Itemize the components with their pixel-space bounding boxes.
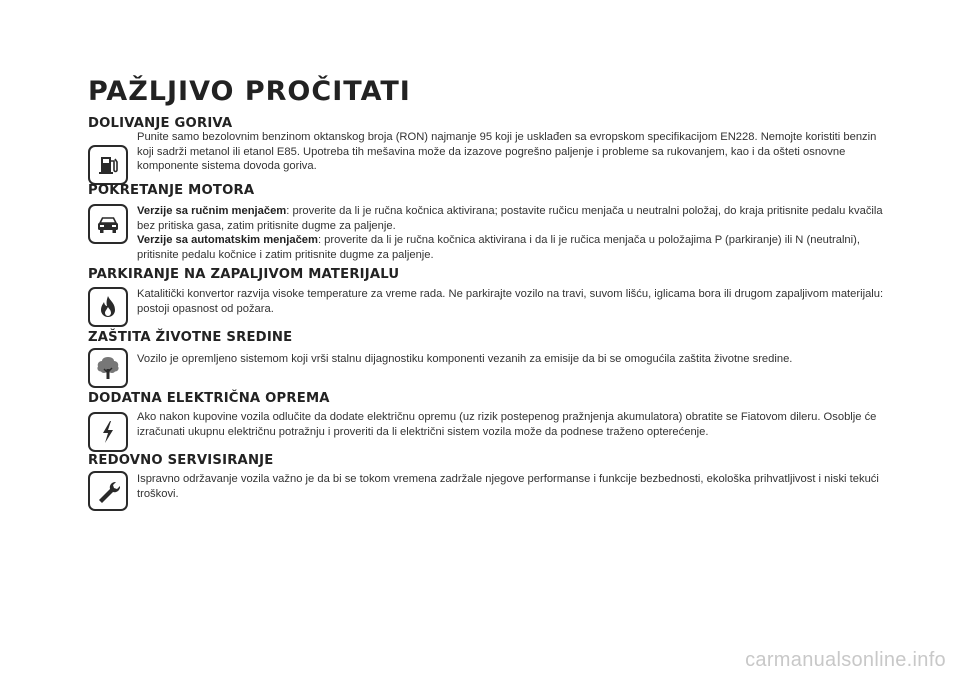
manual-text: : proverite da li je ručna kočnica aktivirana; postavite ručicu menjača u neutralni položaj, do kraja pritisnite pedalu kvačila bez pritiska gasa, zatim pritisnite dugme za paljenje. [137, 205, 883, 232]
watermark: carmanualsonline.info [745, 649, 946, 671]
tree-icon [88, 348, 128, 388]
section-fuel [88, 116, 888, 185]
paragraph-parking: Katalitički konvertor razvija visoke temperature za vreme rada. Ne parkirajte vozilo na travi, suvom lišću, iglicama bora ili drugom zapaljivom materijalu: postoji opasnost od požara. [137, 288, 884, 315]
section-text-electrical [137, 410, 888, 439]
section-text-servicing [137, 469, 888, 501]
paragraph-servicing: Ispravno održavanje vozila važno je da bi se tokom vremena zadržale njegove performanse i funkcije bezbednosti, ekološka prihvatljivost i niski tekući troškovi. [137, 473, 879, 500]
section-environment [88, 330, 888, 388]
section-engine-start [88, 183, 888, 262]
section-electrical [88, 391, 888, 452]
page-title: PAŽLJIVO PROČITATI [88, 76, 411, 107]
paragraph-automatic [137, 233, 888, 262]
section-heading-servicing: REDOVNO SERVISIRANJE [88, 453, 274, 468]
auto-text: : proverite da li je ručna kočnica aktivirana i da li je ručica menjača u položajima P (parkiranje) ili N (neutralni), pritisnite pedalu kočnice i zatim pritisnite dugme za paljenje. [137, 234, 860, 261]
wrench-icon [88, 471, 128, 511]
paragraph-electrical: Ako nakon kupovine vozila odlučite da dodate električnu opremu (uz rizik postepenog pražnjenja akumulatora) obratite se Fiatovom dileru. Osoblje će izračunati ukupnu električnu potražnju i proveriti da li električni sistem vozila može da podnese traženo opterećenje. [137, 411, 877, 438]
paragraph-environment: Vozilo je opremljeno sistemom koji vrši stalnu dijagnostiku komponenti vezanih za emisije da bi se omogućila zaštita životne sredine. [137, 353, 793, 365]
paragraph-manual [137, 204, 888, 233]
section-heading-fuel: DOLIVANJE GORIVA [88, 116, 233, 131]
manual-lead: Verzije sa ručnim menjačem [137, 205, 287, 217]
section-text-fuel [137, 130, 888, 174]
car-icon [88, 204, 128, 244]
section-heading-environment: ZAŠTITA ŽIVOTNE SREDINE [88, 330, 293, 345]
section-heading-parking: PARKIRANJE NA ZAPALJIVOM MATERIJALU [88, 267, 400, 282]
fuel-pump-icon [88, 145, 128, 185]
flame-icon [88, 287, 128, 327]
section-text-parking [137, 287, 888, 316]
auto-lead: Verzije sa automatskim menjačem [137, 234, 318, 247]
lightning-icon [88, 412, 128, 452]
section-text-environment [137, 346, 888, 367]
section-servicing [88, 453, 888, 511]
section-text-engine-start [137, 204, 888, 262]
section-parking [88, 267, 888, 327]
section-heading-electrical: DODATNA ELEKTRIČNA OPREMA [88, 391, 330, 406]
paragraph-fuel: Punite samo bezolovnim benzinom oktanskog broja (RON) najmanje 95 koji je usklađen sa evropskom specifikacijom EN228. Nemojte koristiti benzin koji sadrži metanol ili etanol E85. Upotreba tih mešavina može da izazove pogrešno paljenje i probleme sa rukovanjem, kao i da ošteti osnovne komponente sistema dovoda goriva. [137, 131, 877, 173]
section-heading-engine-start: POKRETANJE MOTORA [88, 183, 255, 198]
